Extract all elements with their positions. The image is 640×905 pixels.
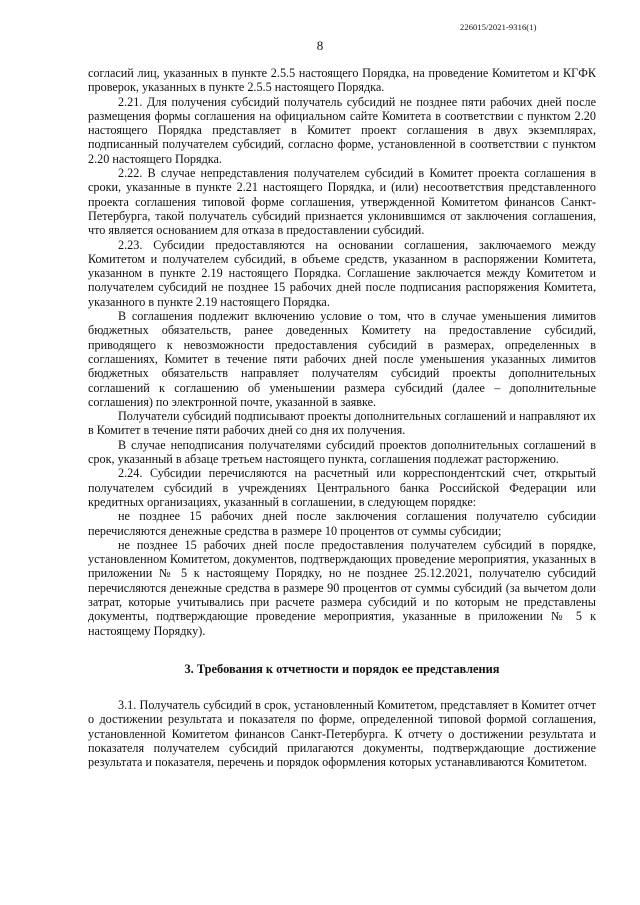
page-number: 8 <box>316 38 324 53</box>
paragraph-2-23-limits: В соглашения подлежит включению условие о том, что в случае уменьшения лимитов бюджетных обязательств, ранее доведенных Комитету на предоставление субсидий, приводящего к невозможности предоставления субсидий в размерах, определенных в соглашениях, Комитет в течение пяти рабочих дней после уменьшения указанных лимитов бюджетных обязательств направляет получателям субсидий проекты дополнительных соглашений к соглашению об уменьшении размера субсидий (далее – дополнительные соглашения) по электронной почте, указанной в заявке. <box>88 309 596 409</box>
paragraph-3-1: 3.1. Получатель субсидий в срок, установленный Комитетом, представляет в Комитет отчет о достижении результата и показателя по форме, определенной типовой формой соглашения, установленной Комитетом финансов Санкт-Петербурга. К отчету о достижении результата и показателя получателем субсидий прилагаются документы, подтверждающие достижение результата и показателя, перечень и порядок оформления которых устанавливаются Комитетом. <box>88 698 596 770</box>
document-body <box>88 66 596 770</box>
paragraph-2-21: 2.21. Для получения субсидий получатель субсидий не позднее пяти рабочих дней после размещения формы соглашения на официальном сайте Комитета в соответствии с пунктом 2.20 настоящего Порядка представляет в Комитет проект соглашения в двух экземплярах, подписанный получателем субсидий, согласно форме, установленной в соответствии с пунктом 2.20 настоящего Порядка. <box>88 94 596 166</box>
paragraph-2-22: 2.22. В случае непредставления получателем субсидий в Комитет проекта соглашения в сроки, указанные в пункте 2.21 настоящего Порядка, и (или) несоответствия представленного проекта соглашения типовой форме соглашения, утвержденной Комитетом финансов Санкт-Петербурга, такой получатель субсидий признается уклонившимся от заключения соглашения, что является основанием для отказа в предоставлении субсидий. <box>88 166 596 238</box>
paragraph-2-23-termination: В случае неподписания получателями субсидий проектов дополнительных соглашений в срок, указанный в абзаце третьем настоящего пункта, соглашения подлежат расторжению. <box>88 437 596 467</box>
section-heading: 3. Требования к отчетности и порядок ее представления <box>184 661 500 676</box>
paragraph-continuation: согласий лиц, указанных в пункте 2.5.5 настоящего Порядка, на проведение Комитетом и КГФК проверок, указанных в пункте 2.5.5 настоящего Порядка. <box>88 66 596 95</box>
document-registration-number: 226015/2021-9316(1) <box>460 22 537 32</box>
paragraph-2-23-signing: Получатели субсидий подписывают проекты дополнительных соглашений и направляют их в Комитет в течение пяти рабочих дней со дня их получения. <box>88 409 596 438</box>
paragraph-2-24: 2.24. Субсидии перечисляются на расчетный или корреспондентский счет, открытый получателем субсидий в учреждениях Центрального банка Российской Федерации или кредитных организациях, указанный в соглашении, в следующем порядке: <box>88 466 596 509</box>
paragraph-2-24-second-payment: не позднее 15 рабочих дней после предоставления получателем субсидий в порядке, установленном Комитетом, документов, подтверждающих проведение мероприятия, указанных в приложении № 5 к настоящему Порядку, но не позднее 25.12.2021, получателю субсидий перечисляются денежные средства в размере 90 процентов от суммы субсидий (за вычетом доли затрат, которые учитывались при расчете размера субсидий и по которым не представлены документы, подтверждающие проведение мероприятия, указанные в приложении № 5 к настоящему Порядку). <box>88 537 596 638</box>
paragraph-2-24-first-payment: не позднее 15 рабочих дней после заключения соглашения получателю субсидии перечисляются денежные средства в размере 10 процентов от суммы субсидии; <box>88 509 596 538</box>
paragraph-2-23: 2.23. Субсидии предоставляются на основании соглашения, заключаемого между Комитетом и получателем субсидий, в объеме средств, указанном в распоряжении Комитета, указанном в пункте 2.19 настоящего Порядка. Соглашение заключается между Комитетом и получателем субсидий не позднее 15 рабочих дней после подписания распоряжения Комитета, указанного в пункте 2.19 настоящего Порядка. <box>88 237 596 309</box>
